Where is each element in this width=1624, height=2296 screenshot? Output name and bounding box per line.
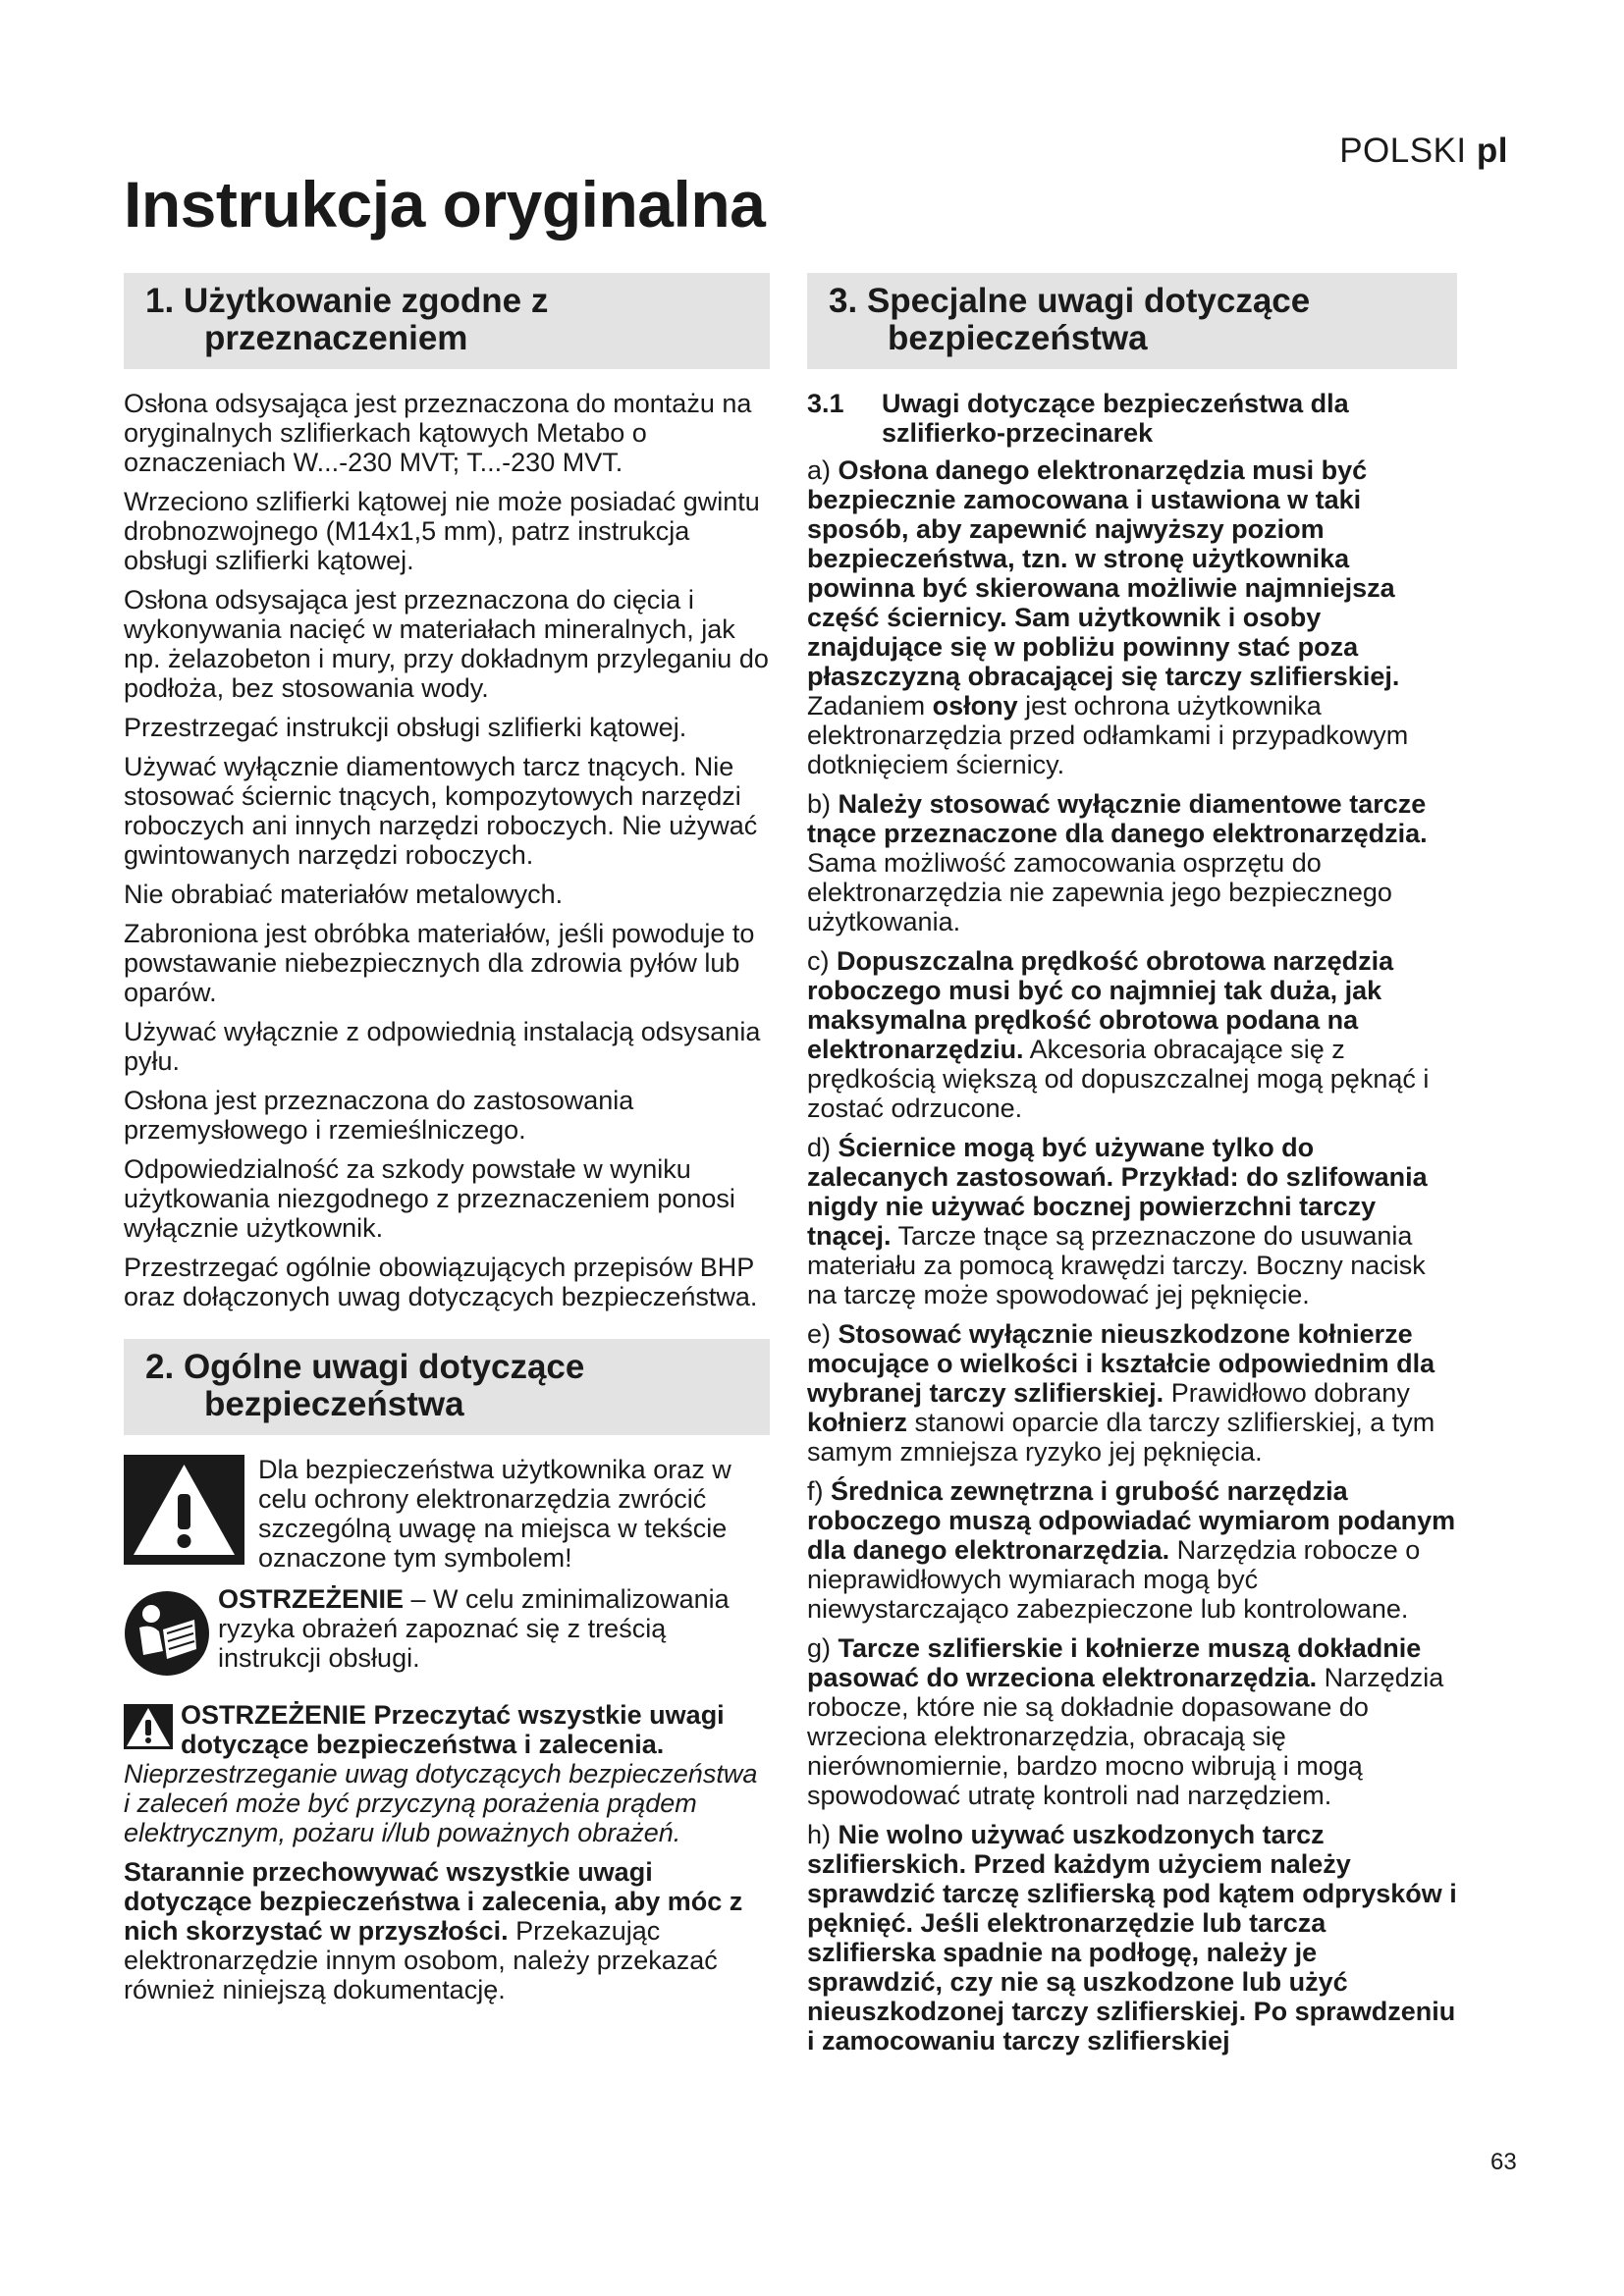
item-bold: Należy stosować wyłącznie diamentowe tarcze tnące przeznaczone dla danego elektronarzędzia. [807, 789, 1428, 848]
general-warning [124, 1700, 770, 1847]
item-text: Sama możliwość zamocowania osprzętu do elektronarzędzia nie zapewnia jego bezpiecznego użytkowania. [807, 848, 1392, 936]
section-3-number: 3. [829, 282, 858, 320]
item-bold: Stosować wyłącznie nieuszkodzone kołnierze mocujące o wielkości i kształcie odpowiednim dla wybranej tarczy szlifierskiej. [807, 1319, 1435, 1408]
item-text: Prawidłowo dobrany [1164, 1378, 1410, 1408]
safety-item-b [807, 789, 1457, 936]
section-1-title-line1: Użytkowanie zgodne z [183, 282, 549, 320]
item-bold-word: osłony [932, 691, 1018, 721]
subsection-3-1-heading [807, 389, 1457, 448]
safety-item-e [807, 1319, 1457, 1467]
section-2-heading [124, 1339, 770, 1435]
paragraph: Przestrzegać instrukcji obsługi szlifierki kątowej. [124, 713, 687, 742]
language-word: POLSKI [1339, 132, 1467, 170]
paragraph: Osłona odsysająca jest przeznaczona do cięcia i wykonywania nacięć w materiałach mineralnych, jak np. żelazobeton i mury, przy dokładnym przyleganiu do podłoża, bez stosowania wody. [124, 585, 769, 703]
section-1-heading [124, 273, 770, 369]
item-text: Zadaniem [807, 691, 933, 721]
item-bold: Tarcze szlifierskie i kołnierze muszą dokładnie pasować do wrzeciona elektronarzędzia. [807, 1633, 1422, 1692]
item-text: Narzędzia robocze o nieprawidłowych wymiarach mogą być niewystarczająco zabezpieczone lub kontrolowane. [807, 1535, 1421, 1624]
paragraph: Nie obrabiać materiałów metalowych. [124, 880, 564, 909]
item-text-cont: jest ochrona użytkownika elektronarzędzia przed odłamkami i przypadkowym dotknięciem ściernicy. [807, 691, 1409, 779]
warning-triangle-icon [124, 1455, 244, 1565]
paragraph: Wrzeciono szlifierki kątowej nie może posiadać gwintu drobnozwojnego (M14x1,5 mm), patrz instrukcja obsługi szlifierki kątowej. [124, 487, 760, 575]
section-3-heading [807, 273, 1457, 369]
item-bold: Dopuszczalna prędkość obrotowa narzędzia roboczego musi być co najmniej tak duża, jak maksymalna prędkość obrotowa podana na elektronarzędziu. [807, 946, 1394, 1064]
item-bold: Nie wolno używać uszkodzonych tarcz szlifierskich. Przed każdym użyciem należy sprawdzić tarczę szlifierską pod kątem odprysków i pęknięć. Jeśli elektronarzędzie lub tarcza szlifierska spadnie na podłogę, należy je sprawdzić, czy nie są uszkodzone lub użyć nieuszkodzonej tarczy szlifierskiej. Po sprawdzeniu i zamocowaniu tarczy szlifierskiej [807, 1820, 1457, 2056]
item-letter: a) [807, 455, 839, 485]
section-2-title-line2: bezpieczeństwa [204, 1385, 464, 1423]
language-label [1339, 132, 1508, 171]
keep-instructions-text: Przekazując elektronarzędzie innym osobom, należy przekazać również niniejszą dokumentację. [124, 1916, 718, 2004]
read-manual-icon [124, 1590, 210, 1677]
item-letter: g) [807, 1633, 839, 1663]
safety-item-d [807, 1133, 1457, 1309]
safety-item-c [807, 946, 1457, 1123]
item-letter: h) [807, 1820, 839, 1849]
warning-symbol-block [124, 1455, 770, 1573]
page-number: 63 [1490, 2149, 1517, 2175]
paragraph: Odpowiedzialność za szkody powstałe w wyniku użytkowania niezgodnego z przeznaczeniem ponosi wyłącznie użytkownik. [124, 1154, 735, 1243]
item-text: Akcesoria obracające się z prędkością większą od dopuszczalnej mogą pęknąć i zostać odrzucone. [807, 1035, 1430, 1123]
general-warning-bold: OSTRZEŻENIE Przeczytać wszystkie uwagi dotyczące bezpieczeństwa i zalecenia. [181, 1700, 725, 1759]
safety-item-a [807, 455, 1457, 779]
left-column [124, 273, 770, 2014]
paragraph: Zabroniona jest obróbka materiałów, jeśli powoduje to powstawanie niebezpiecznych dla zdrowia pyłów lub oparów. [124, 919, 755, 1007]
safety-item-h [807, 1820, 1457, 2056]
item-bold-word: kołnierz [807, 1408, 908, 1437]
read-manual-text [218, 1584, 770, 1677]
safety-item-f [807, 1476, 1457, 1624]
subsection-number: 3.1 [807, 389, 844, 418]
section-3-title-line1: Specjalne uwagi dotyczące [866, 282, 1311, 320]
item-bold: Ściernice mogą być używane tylko do zalecanych zastosowań. Przykład: do szlifowania nigdy nie używać bocznej powierzchni tarczy tnącej. [807, 1133, 1428, 1251]
subsection-title: Uwagi dotyczące bezpieczeństwa dla szlifierko-przecinarek [882, 389, 1349, 448]
item-letter: f) [807, 1476, 831, 1506]
section-1-title-line2: przeznaczeniem [204, 319, 468, 357]
section-2-number: 2. [145, 1348, 175, 1386]
paragraph: Przestrzegać ogólnie obowiązujących przepisów BHP oraz dołączonych uwag dotyczących bezpieczeństwa. [124, 1253, 758, 1311]
item-letter: e) [807, 1319, 839, 1349]
section-1-number: 1. [145, 282, 175, 320]
section-2-title-line1: Ogólne uwagi dotyczące [183, 1348, 585, 1386]
small-warning-triangle-icon [124, 1704, 173, 1749]
item-letter: b) [807, 789, 839, 819]
section-3-title-line2: bezpieczeństwa [888, 319, 1148, 357]
general-warning-italic: Nieprzestrzeganie uwag dotyczących bezpieczeństwa i zaleceń może być przyczyną porażenia prądem elektrycznym, pożaru i/lub poważnych obrażeń. [124, 1759, 758, 1847]
item-text: Tarcze tnące są przeznaczone do usuwania materiału za pomocą krawędzi tarczy. Boczny nacisk na tarczę może spowodować jej pęknięcie. [807, 1221, 1426, 1309]
ppe-warning-text: – W celu zminimalizowania ryzyka obrażeń zapoznać się z treścią instrukcji obsługi. [218, 1584, 730, 1673]
keep-instructions [124, 1857, 770, 2004]
paragraph: Używać wyłącznie z odpowiednią instalacją odsysania pyłu. [124, 1017, 761, 1076]
item-text: Narzędzia robocze, które nie są dokładnie dopasowane do wrzeciona elektronarzędzia, obracają się nierównomiernie, bardzo mocno wibrują i mogą spowodować utratę kontroli nad narzędziem. [807, 1663, 1444, 1810]
item-letter: c) [807, 946, 837, 976]
item-bold: Osłona danego elektronarzędzia musi być bezpiecznie zamocowana i ustawiona w taki sposób, aby zapewnić najwyższy poziom bezpieczeństwa, tzn. w stronę użytkownika powinna być skierowana możliwie najmniejsza część ściernicy. Sam użytkownik i osoby znajdujące się w pobliżu powinny stać poza płaszczyzną obracającej się tarczy szlifierskiej. [807, 455, 1400, 691]
item-bold: Średnica zewnętrzna i grubość narzędzia roboczego muszą odpowiadać wymiarom podanym dla danego elektronarzędzia. [807, 1476, 1456, 1565]
paragraph: Osłona odsysająca jest przeznaczona do montażu na oryginalnych szlifierkach kątowych Metabo o oznaczeniach W...-230 MVT; T...-230 MVT. [124, 389, 752, 477]
right-column [807, 273, 1457, 2065]
language-code: pl [1476, 132, 1508, 170]
keep-instructions-bold: Starannie przechowywać wszystkie uwagi dotyczące bezpieczeństwa i zalecenia, aby móc z nich skorzystać w przyszłości. [124, 1857, 743, 1946]
read-manual-block [124, 1584, 770, 1677]
symbol-explanation: Dla bezpieczeństwa użytkownika oraz w celu ochrony elektronarzędzia zwrócić szczególną uwagę na miejsca w tekście oznaczone tym symbolem! [258, 1455, 731, 1573]
item-letter: d) [807, 1133, 839, 1162]
paragraph: Osłona jest przeznaczona do zastosowania przemysłowego i rzemieślniczego. [124, 1086, 634, 1145]
safety-item-g [807, 1633, 1457, 1810]
ppe-warning-label: OSTRZEŻENIE [218, 1584, 405, 1614]
item-text-cont: stanowi oparcie dla tarczy szlifierskiej, a tym samym zmniejsza ryzyko jej pęknięcia. [807, 1408, 1435, 1467]
section-1-body [124, 389, 770, 1311]
paragraph: Używać wyłącznie diamentowych tarcz tnących. Nie stosować ściernic tnących, kompozytowych narzędzi roboczych ani innych narzędzi roboczych. Nie używać gwintowanych narzędzi roboczych. [124, 752, 758, 870]
page-title: Instrukcja oryginalna [124, 168, 766, 240]
